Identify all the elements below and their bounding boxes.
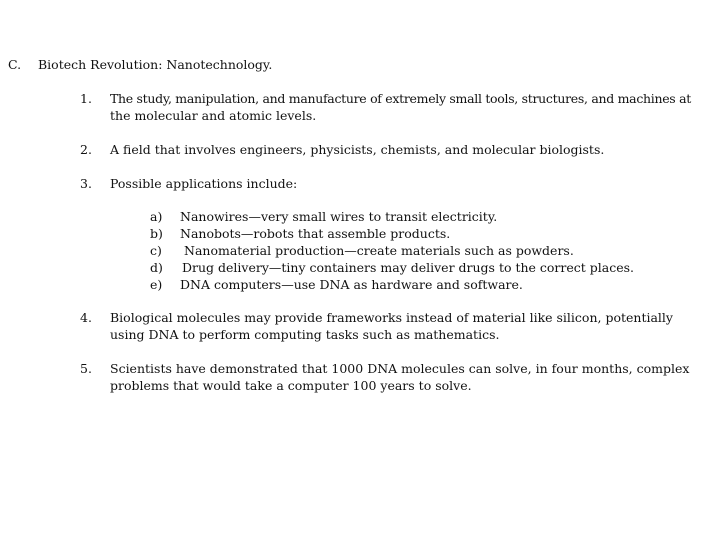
item-1-line-2: the molecular and atomic levels. — [110, 108, 317, 123]
item-4-number: 4. — [80, 310, 92, 325]
item-2-number: 2. — [80, 142, 92, 157]
item-4-line-2: using DNA to perform computing tasks such as mathematics. — [110, 327, 500, 342]
subitem-e-letter: e) — [150, 277, 163, 292]
item-5-line-2: problems that would take a computer 100 years to solve. — [110, 378, 472, 393]
section-title: Biotech Revolution: Nanotechnology. — [38, 57, 273, 72]
subitem-b-text: Nanobots—robots that assemble products. — [180, 226, 451, 241]
item-5-line-1: Scientists have demonstrated that 1000 DNA molecules can solve, in four months, complex — [110, 361, 690, 376]
item-2-line-1: A field that involves engineers, physicists, chemists, and molecular biologists. — [110, 142, 605, 157]
subitem-d-text: Drug delivery—tiny containers may deliver drugs to the correct places. — [182, 260, 635, 275]
subitem-a-text: Nanowires—very small wires to transit electricity. — [180, 209, 498, 224]
item-1-number: 1. — [80, 91, 92, 106]
item-3-number: 3. — [80, 176, 92, 191]
subitem-c-letter: c) — [150, 243, 162, 258]
subitem-b-letter: b) — [150, 226, 163, 241]
item-4-line-1: Biological molecules may provide frameworks instead of material like silicon, potentially — [110, 310, 673, 325]
item-3-line-1: Possible applications include: — [110, 176, 298, 191]
subitem-c-text: Nanomaterial production—create materials such as powders. — [184, 243, 574, 258]
section-marker: C. — [8, 57, 22, 72]
subitem-a-letter: a) — [150, 209, 163, 224]
subitem-e-text: DNA computers—use DNA as hardware and software. — [180, 277, 523, 292]
item-1-line-1: The study, manipulation, and manufacture of extremely small tools, structures, and machines at — [110, 91, 691, 106]
item-5-number: 5. — [80, 361, 92, 376]
subitem-d-letter: d) — [150, 260, 163, 275]
